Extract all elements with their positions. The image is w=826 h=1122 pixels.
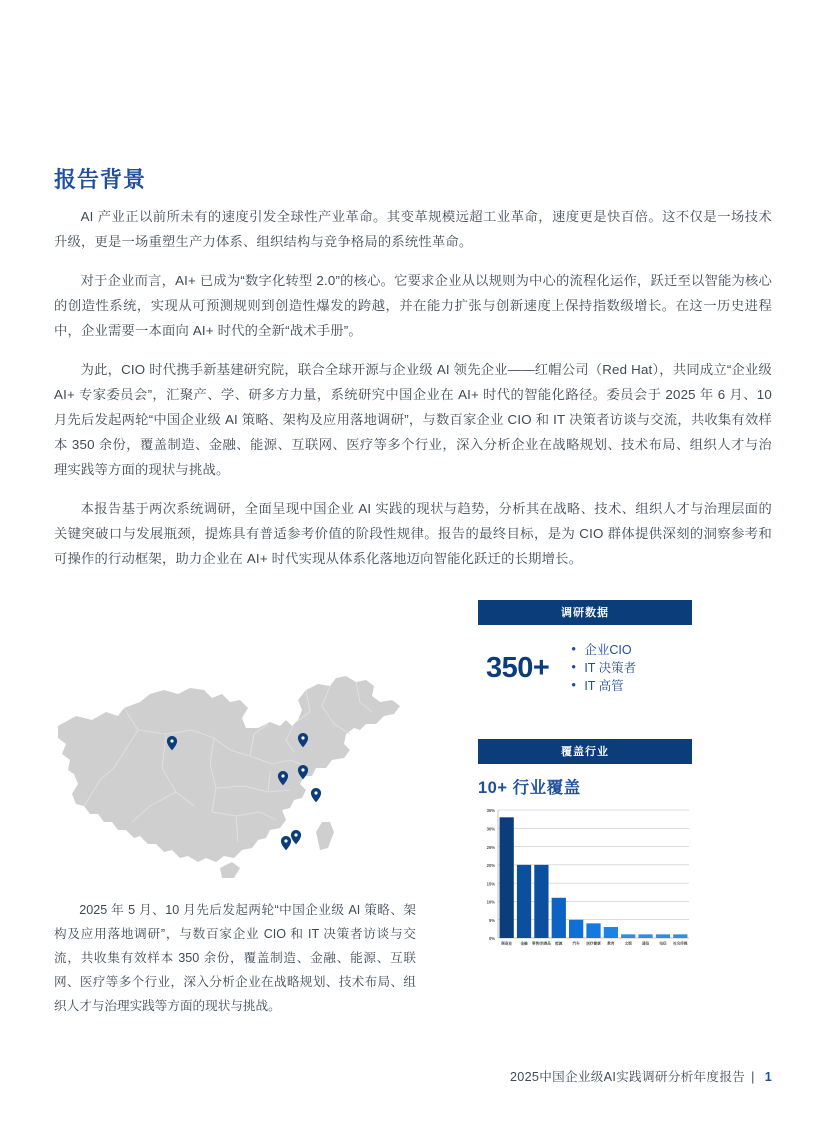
chart-bar[interactable] [552,898,566,938]
chart-y-tick-label: 0% [488,936,495,942]
chart-x-tick-label: 制造业 [501,941,513,946]
list-item: • 企业CIO [571,641,636,659]
map-caption: 2025 年 5 月、10 月先后发起两轮“中国企业级 AI 策略、架构及应用落地调研”，与数百家企业 CIO 和 IT 决策者访谈与交流，共收集有效样本 350 余份，覆盖制造、金融、能源、互联网、医疗等多个行业，深入分析企业在战略规划、技术布局、组织人才与治理实践等方面的现状与挑战。 [54,903,416,1013]
body-text-column [54,204,772,585]
coverage-panel [478,739,692,954]
chart-x-tick-label: 零售/消费品 [531,941,551,946]
map-marker-pin[interactable] [281,836,291,850]
coverage-panel-header: 覆盖行业 [478,739,692,764]
chart-bar[interactable] [638,934,652,938]
list-item: • IT 高管 [571,677,636,695]
map-outline [58,676,400,862]
chart-x-tick-label: 汽车 [572,941,580,946]
page-title: 报告背景 [54,167,147,192]
chart-x-tick-label: 金融 [520,941,528,946]
chart-x-tick-label: 电信 [659,941,667,946]
chart-bar[interactable] [517,865,531,938]
chart-bar[interactable] [621,934,635,938]
paragraph-3: 为此，CIO 时代携手新基建研究院，联合全球开源与企业级 AI 领先企业——红帽公司（Red Hat），共同成立“企业级 AI+ 专家委员会”，汇聚产、学、研多方力量，系统研究中国企业在 AI+ 时代的智能化路径。委员会于 2025 年 6 月、10 月先后发起两轮“中国企业级 AI 策略、架构及应用落地调研”，与数百家企业 CIO 和 IT 决策者访谈与交流，共收集有效样本 350 余份，覆盖制造、金融、能源、互联网、医疗等多个行业，深入分析企业在战略规划、技术布局、组织人才与治理实践等方面的现状与挑战。 [54,362,772,477]
paragraph-2: 对于企业而言，AI+ 已成为“数字化转型 2.0”的核心。它要求企业从以规则为中心的流程化运作，跃迁至以智能为核心的创造性系统，实现从可预测规则到创造性爆发的跨越，并在能力扩张与创新速度上保持指数级增长。在这一历史进程中，企业需要一本面向 AI+ 时代的全新“战术手册”。 [54,273,773,338]
chart-y-tick-label: 5% [488,917,495,923]
stats-column [478,600,692,954]
survey-stat-row [478,641,692,695]
map-landmass [58,676,400,878]
map-marker-pin[interactable] [291,830,301,844]
chart-bar[interactable] [500,817,514,938]
infographic-area [54,600,772,1020]
chart-x-tick-label: 社交传媒 [673,941,688,946]
list-item: • IT 决策者 [571,659,636,677]
footer-separator: | [751,1070,755,1084]
chart-x-tick-label: 能源 [555,941,563,946]
page-footer [0,1066,772,1085]
chart-x-tick-label: 医疗健康 [586,941,601,946]
chart-x-tick-label: 教育 [607,941,615,946]
chart-bar[interactable] [673,934,687,938]
map-marker-pin[interactable] [311,788,321,802]
chart-y-tick-label: 20% [486,863,495,869]
survey-sample-count: 350+ [486,651,550,684]
chart-y-tick-label: 10% [486,899,495,905]
chart-bar[interactable] [586,923,600,938]
coverage-title: 10+ 行业覆盖 [478,779,581,797]
chart-y-tick-label: 30% [486,826,495,832]
footer-title: 2025中国企业级AI实践调研分析年度报告 [509,1070,746,1084]
chart-bar[interactable] [604,927,618,938]
page-number: 1 [764,1070,772,1084]
map-hainan [220,862,240,878]
industry-coverage-bar-chart [478,804,692,954]
paragraph-1: AI 产业正以前所未有的速度引发全球性产业革命。其变革规模远超工业革命，速度更是快百倍。这不仅是一场技术升级，更是一场重塑生产力体系、组织结构与竞争格局的系统性革命。 [54,209,772,249]
chart-y-tick-label: 35% [486,808,495,814]
paragraph-4: 本报告基于两次系统调研，全面呈现中国企业 AI 实践的现状与趋势，分析其在战略、技术、组织人才与治理层面的关键突破口与发展瓶颈，提炼具有普适参考价值的阶段性规律。报告的最终目标，是为 CIO 群体提供深刻的洞察参考和可操作的行动框架，助力企业在 AI+ 时代实现从体系化落地迈向智能化跃迁的长期增长。 [54,501,772,566]
chart-y-tick-label: 15% [486,881,495,887]
survey-audience-list [571,641,636,695]
map-block [54,672,454,1018]
chart-x-tick-label: 通信 [641,941,650,946]
chart-y-tick-label: 25% [486,844,495,850]
map-taiwan [316,822,334,850]
china-map [54,672,414,888]
chart-bar[interactable] [534,865,548,938]
chart-bar[interactable] [569,920,583,938]
survey-panel-header: 调研数据 [478,600,692,625]
chart-bar[interactable] [656,934,670,938]
chart-x-tick-label: 文娱 [624,941,632,946]
